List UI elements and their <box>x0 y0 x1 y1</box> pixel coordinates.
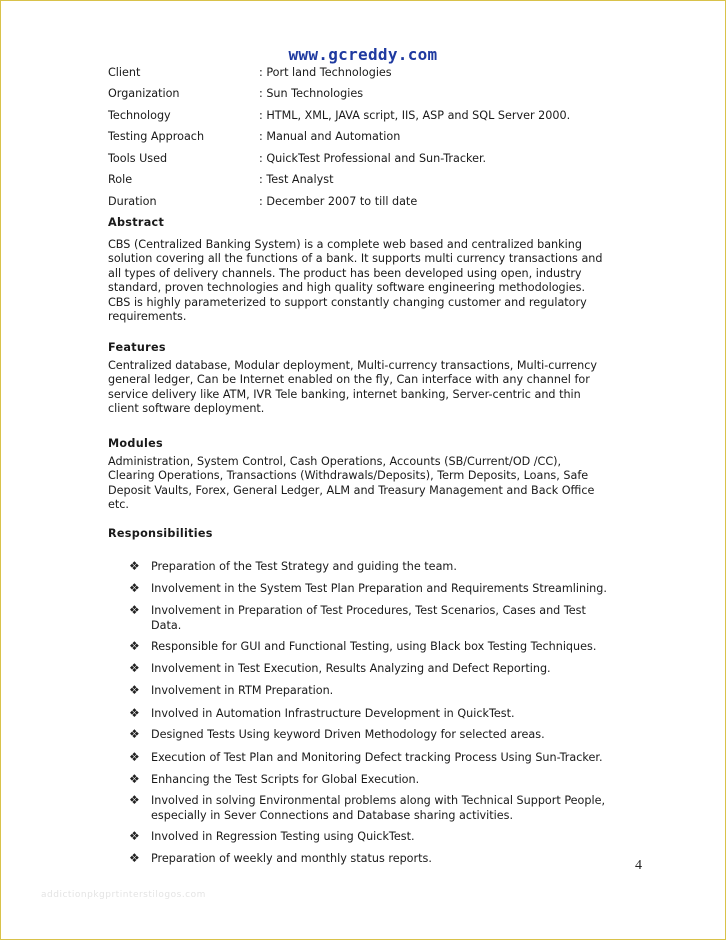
text-line: solution covering all the functions of a bank. It supports multi currency transactions and <box>108 252 603 266</box>
field-label: Organization <box>108 87 180 100</box>
text-line: standard, proven technologies and high quality software engineering methodologies. <box>108 281 586 295</box>
text-line: client software deployment. <box>108 402 265 416</box>
field-value: : Test Analyst <box>259 173 334 186</box>
watermark-text: addictionpkgprtinterstilogos.com <box>41 890 206 900</box>
text-line: Involvement in Test Execution, Results Analyzing and Defect Reporting. <box>151 662 551 675</box>
four-diamond-bullet-icon: ❖ <box>129 603 140 617</box>
text-line: all types of delivery channels. The product has been developed using open, industry <box>108 266 582 280</box>
features-paragraph <box>108 359 648 417</box>
text-line: CBS is highly parameterized to support constantly changing customer and regulatory <box>108 295 587 309</box>
text-line: especially in Sever Connections and Database sharing activities. <box>151 808 514 822</box>
four-diamond-bullet-icon: ❖ <box>129 829 140 843</box>
field-value: : Sun Technologies <box>259 87 364 100</box>
four-diamond-bullet-icon: ❖ <box>129 706 140 720</box>
abstract-heading: Abstract <box>108 216 165 229</box>
text-line: Enhancing the Test Scripts for Global Execution. <box>151 773 420 786</box>
four-diamond-bullet-icon: ❖ <box>129 727 140 741</box>
responsibilities-heading: Responsibilities <box>108 527 213 540</box>
text-line: requirements. <box>108 310 187 324</box>
page-number: 4 <box>635 858 642 873</box>
four-diamond-bullet-icon: ❖ <box>129 772 140 786</box>
text-line: general ledger, Can be Internet enabled on the fly, Can interface with any channel for <box>108 373 590 387</box>
field-value: : Port land Technologies <box>259 66 392 79</box>
four-diamond-bullet-icon: ❖ <box>129 661 140 675</box>
text-line: Clearing Operations, Transactions (Withdrawals/Deposits), Term Deposits, Loans, Safe <box>108 469 589 483</box>
text-line: Involvement in the System Test Plan Preparation and Requirements Streamlining. <box>151 582 607 595</box>
field-value: : QuickTest Professional and Sun-Tracker. <box>259 152 487 165</box>
four-diamond-bullet-icon: ❖ <box>129 793 140 807</box>
field-label: Testing Approach <box>108 130 205 143</box>
abstract-paragraph <box>108 238 648 324</box>
text-line: Centralized database, Modular deployment, Multi-currency transactions, Multi-currency <box>108 359 598 372</box>
modules-heading: Modules <box>108 437 163 450</box>
field-label: Role <box>108 173 133 186</box>
four-diamond-bullet-icon: ❖ <box>129 581 140 595</box>
field-label: Client <box>108 66 141 79</box>
text-line: Involvement in RTM Preparation. <box>151 684 334 697</box>
field-label: Technology <box>108 109 171 122</box>
text-line: Involvement in Preparation of Test Procedures, Test Scenarios, Cases and Test <box>151 604 586 617</box>
features-heading: Features <box>108 341 166 354</box>
text-line: Responsible for GUI and Functional Testing, using Black box Testing Techniques. <box>151 640 597 653</box>
text-line: Data. <box>151 618 182 632</box>
text-line: Involved in Automation Infrastructure Development in QuickTest. <box>151 707 515 720</box>
field-value: : HTML, XML, JAVA script, IIS, ASP and SQL Server 2000. <box>259 109 571 122</box>
text-line: Involved in Regression Testing using QuickTest. <box>151 830 415 843</box>
text-line: CBS (Centralized Banking System) is a complete web based and centralized banking <box>108 238 582 251</box>
text-line: Deposit Vaults, Forex, General Ledger, ALM and Treasury Management and Back Office <box>108 483 595 497</box>
field-label: Tools Used <box>108 152 168 165</box>
four-diamond-bullet-icon: ❖ <box>129 683 140 697</box>
text-line: Administration, System Control, Cash Operations, Accounts (SB/Current/OD /CC), <box>108 455 562 468</box>
text-line: service delivery like ATM, IVR Tele banking, internet banking, Server-centric and thin <box>108 387 581 401</box>
field-value: : December 2007 to till date <box>259 195 418 208</box>
four-diamond-bullet-icon: ❖ <box>129 750 140 764</box>
text-line: Designed Tests Using keyword Driven Methodology for selected areas. <box>151 728 545 741</box>
four-diamond-bullet-icon: ❖ <box>129 639 140 653</box>
text-line: Preparation of the Test Strategy and guiding the team. <box>151 560 457 573</box>
four-diamond-bullet-icon: ❖ <box>129 851 140 865</box>
site-header: www.gcreddy.com <box>288 45 438 64</box>
field-label: Duration <box>108 195 157 208</box>
text-line: Execution of Test Plan and Monitoring Defect tracking Process Using Sun-Tracker. <box>151 751 603 764</box>
field-value: : Manual and Automation <box>259 130 401 143</box>
modules-paragraph <box>108 455 648 513</box>
four-diamond-bullet-icon: ❖ <box>129 559 140 573</box>
text-line: etc. <box>108 498 129 512</box>
text-line: Involved in solving Environmental problems along with Technical Support People, <box>151 794 606 807</box>
text-line: Preparation of weekly and monthly status reports. <box>151 852 432 865</box>
